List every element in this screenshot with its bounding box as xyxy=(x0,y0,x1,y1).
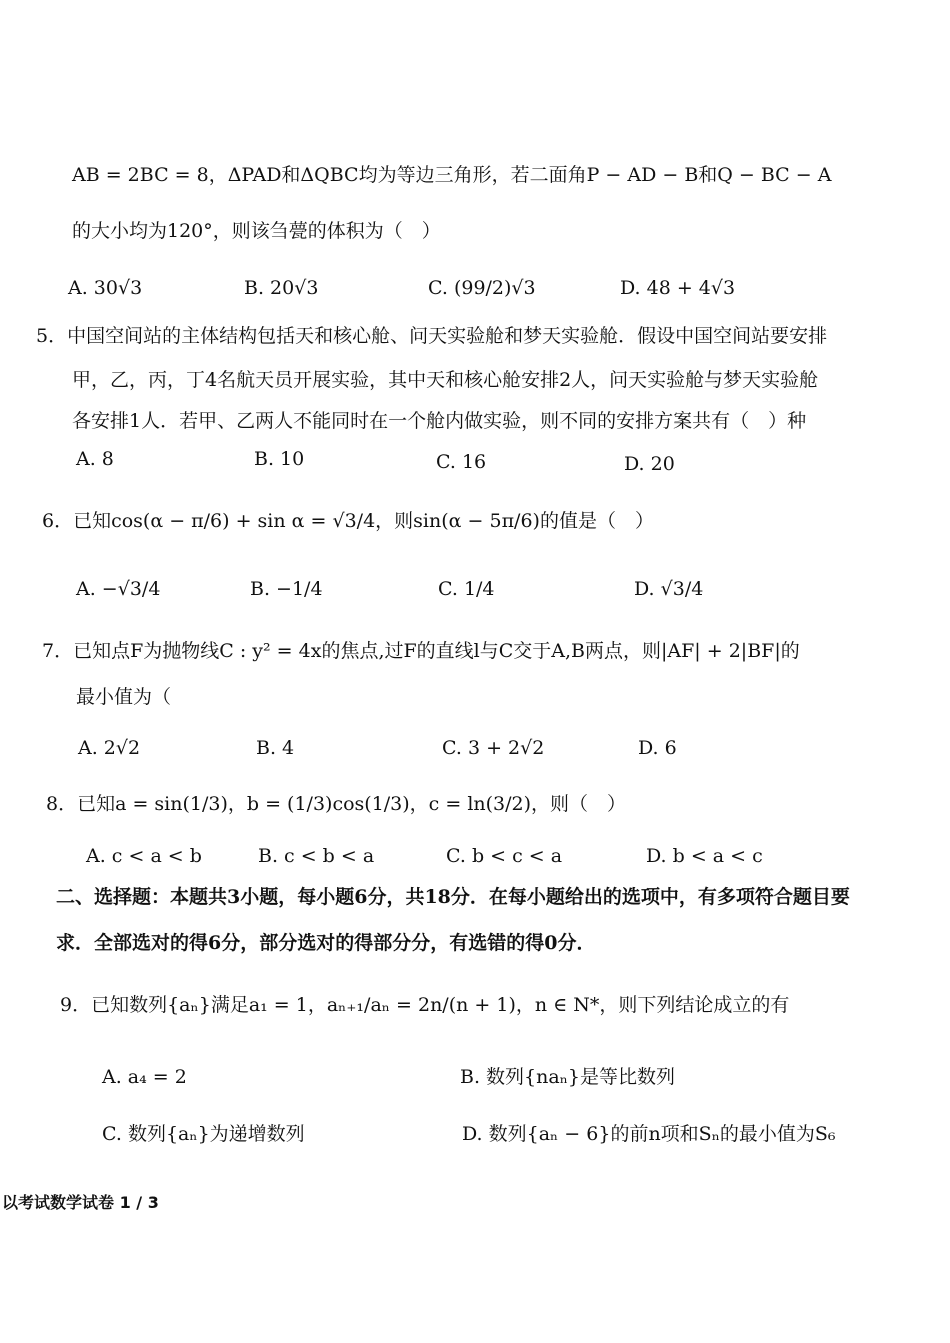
section2-heading-line1: 二、选择题：本题共3小题，每小题6分，共18分．在每小题给出的选项中，有多项符合题目要 xyxy=(56,886,850,908)
q8-stem: 8．已知a = sin(1/3)，b = (1/3)cos(1/3)，c = ln(3/2)，则（ ） xyxy=(46,793,627,815)
q4-option-a: A. 30√3 xyxy=(68,277,143,299)
q5-option-a: A. 8 xyxy=(76,448,114,470)
q8-option-c: C. b < c < a xyxy=(446,845,563,867)
q4-option-d: D. 48 + 4√3 xyxy=(620,277,736,299)
q6-option-a: A. −√3/4 xyxy=(76,578,161,600)
q6-option-c: C. 1/4 xyxy=(438,578,495,600)
q5-option-b: B. 10 xyxy=(254,448,305,470)
q7-stem-line1: 7．已知点F为抛物线C : y² = 4x的焦点,过F的直线l与C交于A,B两点，则|AF| + 2|BF|的 xyxy=(42,640,800,662)
q9-option-d: D. 数列{aₙ − 6}的前n项和Sₙ的最小值为S₆ xyxy=(462,1123,836,1145)
q4-option-c: C. (99/2)√3 xyxy=(428,277,536,299)
q7-stem-line2: 最小值为（ xyxy=(76,686,172,708)
q9-option-c: C. 数列{aₙ}为递增数列 xyxy=(102,1123,305,1145)
q4-stem-line1: AB = 2BC = 8，ΔPAD和ΔQBC均为等边三角形，若二面角P − AD − B和Q − BC − A xyxy=(72,164,832,186)
q4-stem-line2: 的大小均为120°，则该刍甍的体积为（ ） xyxy=(72,220,441,242)
q5-stem-line2: 甲，乙，丙，丁4名航天员开展实验，其中天和核心舱安排2人，问天实验舱与梦天实验舱 xyxy=(72,369,819,391)
q6-stem: 6．已知cos(α − π/6) + sin α = √3/4，则sin(α − 5π/6)的值是（ ） xyxy=(42,510,654,532)
q8-option-a: A. c < a < b xyxy=(86,845,202,867)
q6-option-b: B. −1/4 xyxy=(250,578,323,600)
q8-option-d: D. b < a < c xyxy=(646,845,763,867)
q9-option-a: A. a₄ = 2 xyxy=(102,1066,187,1088)
q5-option-d: D. 20 xyxy=(624,453,675,475)
q5-stem-line3: 各安排1人．若甲、乙两人不能同时在一个舱内做实验，则不同的安排方案共有（ ）种 xyxy=(72,410,807,432)
q4-option-b: B. 20√3 xyxy=(244,277,319,299)
q8-option-b: B. c < b < a xyxy=(258,845,375,867)
q6-option-d: D. √3/4 xyxy=(634,578,704,600)
q7-option-d: D. 6 xyxy=(638,737,677,759)
q7-option-b: B. 4 xyxy=(256,737,295,759)
q7-option-a: A. 2√2 xyxy=(78,737,141,759)
section2-heading-line2: 求．全部选对的得6分，部分选对的得部分分，有选错的得0分． xyxy=(56,932,596,954)
q5-option-c: C. 16 xyxy=(436,451,487,473)
q9-stem: 9．已知数列{aₙ}满足a₁ = 1，aₙ₊₁/aₙ = 2n/(n + 1)，n ∈ N*，则下列结论成立的有 xyxy=(60,994,790,1016)
page-footer: 以考试数学试卷 1 / 3 xyxy=(2,1193,159,1212)
q5-stem-line1: 5．中国空间站的主体结构包括天和核心舱、问天实验舱和梦天实验舱．假设中国空间站要安排 xyxy=(36,325,828,347)
q9-option-b: B. 数列{naₙ}是等比数列 xyxy=(460,1066,676,1088)
q7-option-c: C. 3 + 2√2 xyxy=(442,737,545,759)
